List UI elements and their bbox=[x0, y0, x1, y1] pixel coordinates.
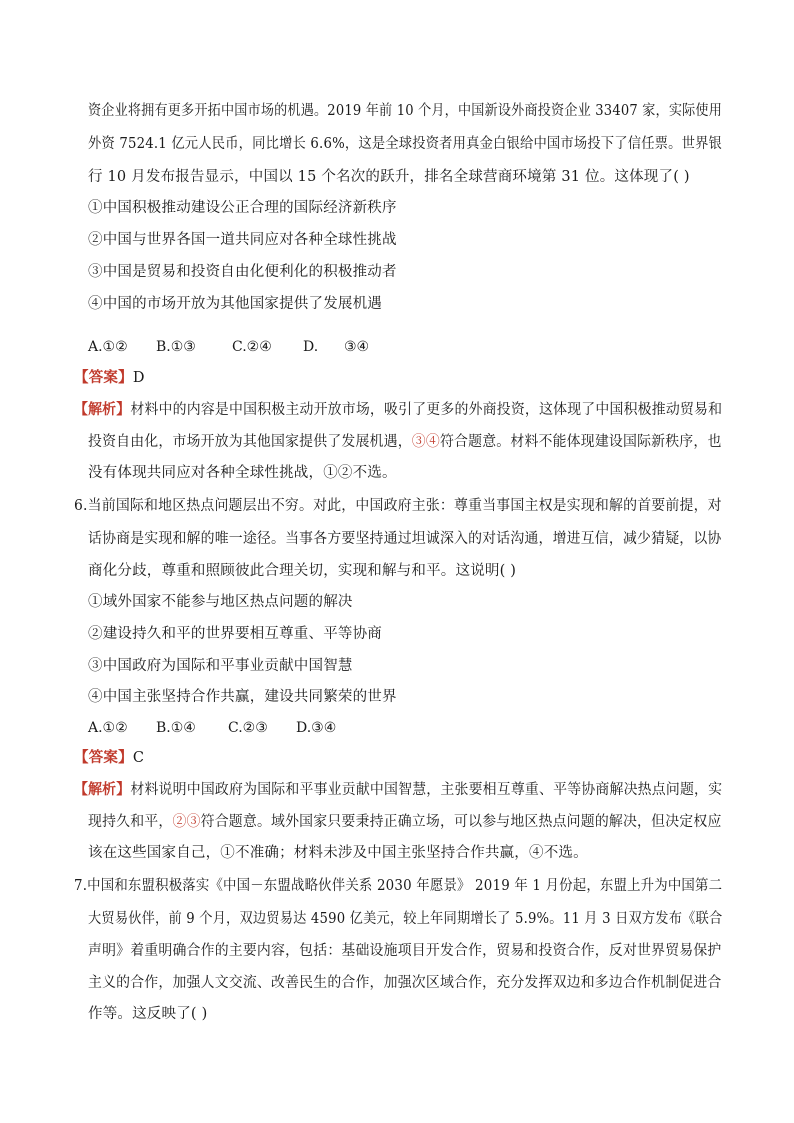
q5-item-4: ④中国的市场开放为其他国家提供了发展机遇 bbox=[88, 296, 382, 312]
q6-option-d: D.③④ bbox=[296, 720, 337, 736]
analysis-text: 材料中的内容是中国积极主动开放市场，吸引了更多的外商投资，这体现了中国积极推动贸易和 bbox=[130, 402, 723, 418]
analysis-highlight: ②③ bbox=[172, 814, 201, 830]
analysis-text: 现持久和平， bbox=[88, 814, 173, 830]
q6-options bbox=[88, 718, 408, 738]
q5-option-a: A.①② bbox=[88, 339, 128, 355]
analysis-text: 投资自由化，市场开放为其他国家提供了发展机遇， bbox=[88, 434, 412, 450]
q5-stem-line-1: 资企业将拥有更多开拓中国市场的机遇。2019 年前 10 个月，中国新设外商投资企业 33407 家，实际使用 bbox=[88, 103, 723, 119]
q6-stem-line-2: 话协商是实现和解的唯一途径。当事各方要坚持通过坦诚深入的对话沟通，增进互信，减少猜疑，以协 bbox=[88, 531, 722, 547]
q6-analysis-line-1 bbox=[74, 780, 722, 800]
q6-item-3: ③中国政府为国际和平事业贡献中国智慧 bbox=[88, 658, 353, 674]
q5-analysis-line-1 bbox=[74, 400, 722, 420]
q6-stem-line-3: 商化分歧，尊重和照顾彼此合理关切，实现和解与和平。这说明( ) bbox=[88, 563, 517, 579]
analysis-tag: 【解析】 bbox=[74, 401, 131, 418]
q5-item-2: ②中国与世界各国一道共同应对各种全球性挑战 bbox=[88, 232, 397, 248]
q5-item-3: ③中国是贸易和投资自由化便利化的积极推动者 bbox=[88, 264, 397, 280]
q6-item-2: ②建设持久和平的世界要相互尊重、平等协商 bbox=[88, 626, 382, 642]
analysis-text: 没有体现共同应对各种全球性挑战，①②不选。 bbox=[88, 465, 397, 481]
q7-stem-line-1: 7.中国和东盟积极落实《中国－东盟战略伙伴关系 2030 年愿景》 2019 年 1 月份起，东盟上升为中国第二 bbox=[74, 878, 723, 894]
analysis-text: 符合题意。材料不能体现建设国际新秩序，也 bbox=[439, 434, 722, 450]
q7-stem-line-2: 大贸易伙伴，前 9 个月，双边贸易达 4590 亿美元，较上年同期增长了 5.9%。11 月 3 日双方发布《联合 bbox=[88, 911, 723, 927]
q5-options bbox=[88, 337, 408, 357]
analysis-text: 该在这些国家自己，①不准确；材料未涉及中国主张坚持合作共赢，④不选。 bbox=[88, 845, 588, 861]
q7-stem-line-3: 声明》着重明确合作的主要内容，包括：基础设施项目开发合作，贸易和投资合作，反对世界贸易保护 bbox=[88, 943, 722, 959]
q5-option-d: D. bbox=[303, 339, 319, 355]
q5-stem-line-3: 行 10 月发布报告显示，中国以 15 个名次的跃升，排名全球营商环境第 31 位。这体现了( ) bbox=[88, 169, 690, 185]
q6-analysis-line-2 bbox=[88, 812, 722, 832]
analysis-tag: 【解析】 bbox=[74, 781, 131, 798]
q5-analysis-line-2 bbox=[88, 432, 722, 452]
q5-item-1: ①中国积极推动建设公正合理的国际经济新秩序 bbox=[88, 200, 397, 216]
answer-value: D bbox=[132, 370, 145, 386]
analysis-text: 材料说明中国政府为国际和平事业贡献中国智慧，主张要相互尊重、平等协商解决热点问题，实 bbox=[130, 782, 723, 798]
answer-value: C bbox=[132, 750, 145, 766]
answer-tag: 【答案】 bbox=[74, 749, 133, 766]
q6-analysis-line-3 bbox=[88, 843, 588, 863]
q5-analysis-line-3 bbox=[88, 463, 397, 483]
q6-option-c: C.②③ bbox=[228, 720, 268, 736]
q5-option-b: B.①③ bbox=[156, 339, 196, 355]
q6-item-4: ④中国主张坚持合作共赢，建设共同繁荣的世界 bbox=[88, 689, 397, 705]
q7-stem-line-4: 主义的合作，加强人文交流、改善民生的合作，加强次区域合作，充分发挥双边和多边合作机制促进合 bbox=[88, 975, 722, 991]
analysis-text: 符合题意。域外国家只要秉持正确立场，可以参与地区热点问题的解决，但决定权应 bbox=[200, 814, 722, 830]
q5-option-d-value: ③④ bbox=[344, 339, 370, 355]
q6-item-1: ①域外国家不能参与地区热点问题的解决 bbox=[88, 594, 353, 610]
q6-option-b: B.①④ bbox=[156, 720, 196, 736]
q5-answer bbox=[74, 368, 145, 388]
q6-answer bbox=[74, 748, 144, 768]
q7-stem-line-5: 作等。这反映了( ) bbox=[88, 1006, 208, 1022]
q5-option-c: C.②④ bbox=[232, 339, 272, 355]
q5-stem-line-2: 外资 7524.1 亿元人民币，同比增长 6.6%，这是全球投资者用真金白银给中国市场投下了信任票。世界银 bbox=[88, 136, 723, 152]
q6-stem-line-1: 6.当前国际和地区热点问题层出不穷。对此，中国政府主张：尊重当事国主权是实现和解的首要前提，对 bbox=[74, 498, 722, 514]
analysis-highlight: ③④ bbox=[411, 434, 440, 450]
q6-option-a: A.①② bbox=[88, 720, 128, 736]
answer-tag: 【答案】 bbox=[74, 369, 133, 386]
